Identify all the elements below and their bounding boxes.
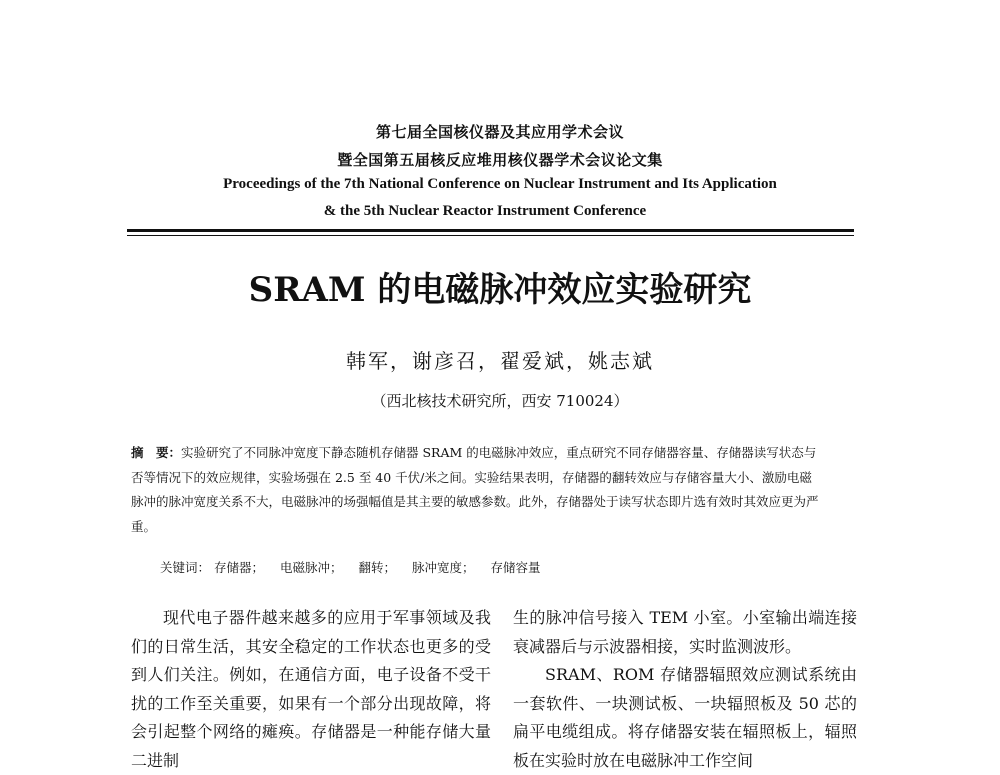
keywords (160, 558, 820, 576)
body-paragraph: 生的脉冲信号接入 TEM 小室。小室输出端连接衰减器后与示波器相接，实时监测波形。 (513, 608, 857, 656)
keyword-item: 存储器； (214, 560, 265, 575)
conference-title-en-2: & the 5th Nuclear Reactor Instrument Conference (323, 203, 647, 219)
header-rule-thin (127, 235, 854, 236)
body-paragraph: 现代电子器件越来越多的应用于军事领域及我们的日常生活，其安全稳定的工作状态也更多的受到人们关注。例如，在通信方面，电子设备不受干扰的工作至关重要，如果有一个部分出现故障，将会引起整个网络的瘫痪。存储器是一种能存储大量二进制 (131, 608, 491, 770)
keywords-label: 关键词： (160, 560, 211, 575)
header-rule-thick (127, 229, 854, 232)
conference-title-cn-2: 暨全国第五届核反应堆用核仪器学术会议论文集 (337, 151, 663, 169)
paper-title: SRAM 的电磁脉冲效应实验研究 (248, 270, 752, 310)
abstract-text: 实验研究了不同脉冲宽度下静态随机存储器 SRAM 的电磁脉冲效应，重点研究不同存储器容量、存储器读写状态与否等情况下的效应规律，实验场强在 2.5 至 40 千伏/米之间。实验结果表明，存储器的翻转效应与存储容量大小、激励电磁脉冲的脉冲宽度关系不大，电磁脉冲的场强幅值是其主要的敏感参数。此外，存储器处于读写状态即片选有效时其效应更为严重。 (131, 445, 819, 534)
keyword-item: 存储容量 (490, 560, 541, 575)
keyword-item: 电磁脉冲； (280, 560, 343, 575)
affiliation: （西北核技术研究所，西安 710024） (371, 392, 629, 410)
abstract-label: 摘 要： (131, 445, 182, 460)
conference-title-cn-1: 第七届全国核仪器及其应用学术会议 (375, 123, 624, 141)
conference-title-en-1: Proceedings of the 7th National Conference on Nuclear Instrument and Its Application (223, 176, 777, 192)
author-list: 韩军，谢彦召，翟爱斌，姚志斌 (346, 349, 654, 373)
keyword-item: 翻转； (358, 560, 397, 575)
abstract (131, 441, 821, 539)
keyword-item: 脉冲宽度； (412, 560, 475, 575)
body-column-left (131, 604, 491, 775)
body-paragraph: SRAM、ROM 存储器辐照效应测试系统由一套软件、一块测试板、一块辐照板及 50 芯的扁平电缆组成。将存储器安装在辐照板上，辐照板在实验时放在电磁脉冲工作空间 (513, 665, 857, 770)
body-column-right (513, 604, 857, 775)
